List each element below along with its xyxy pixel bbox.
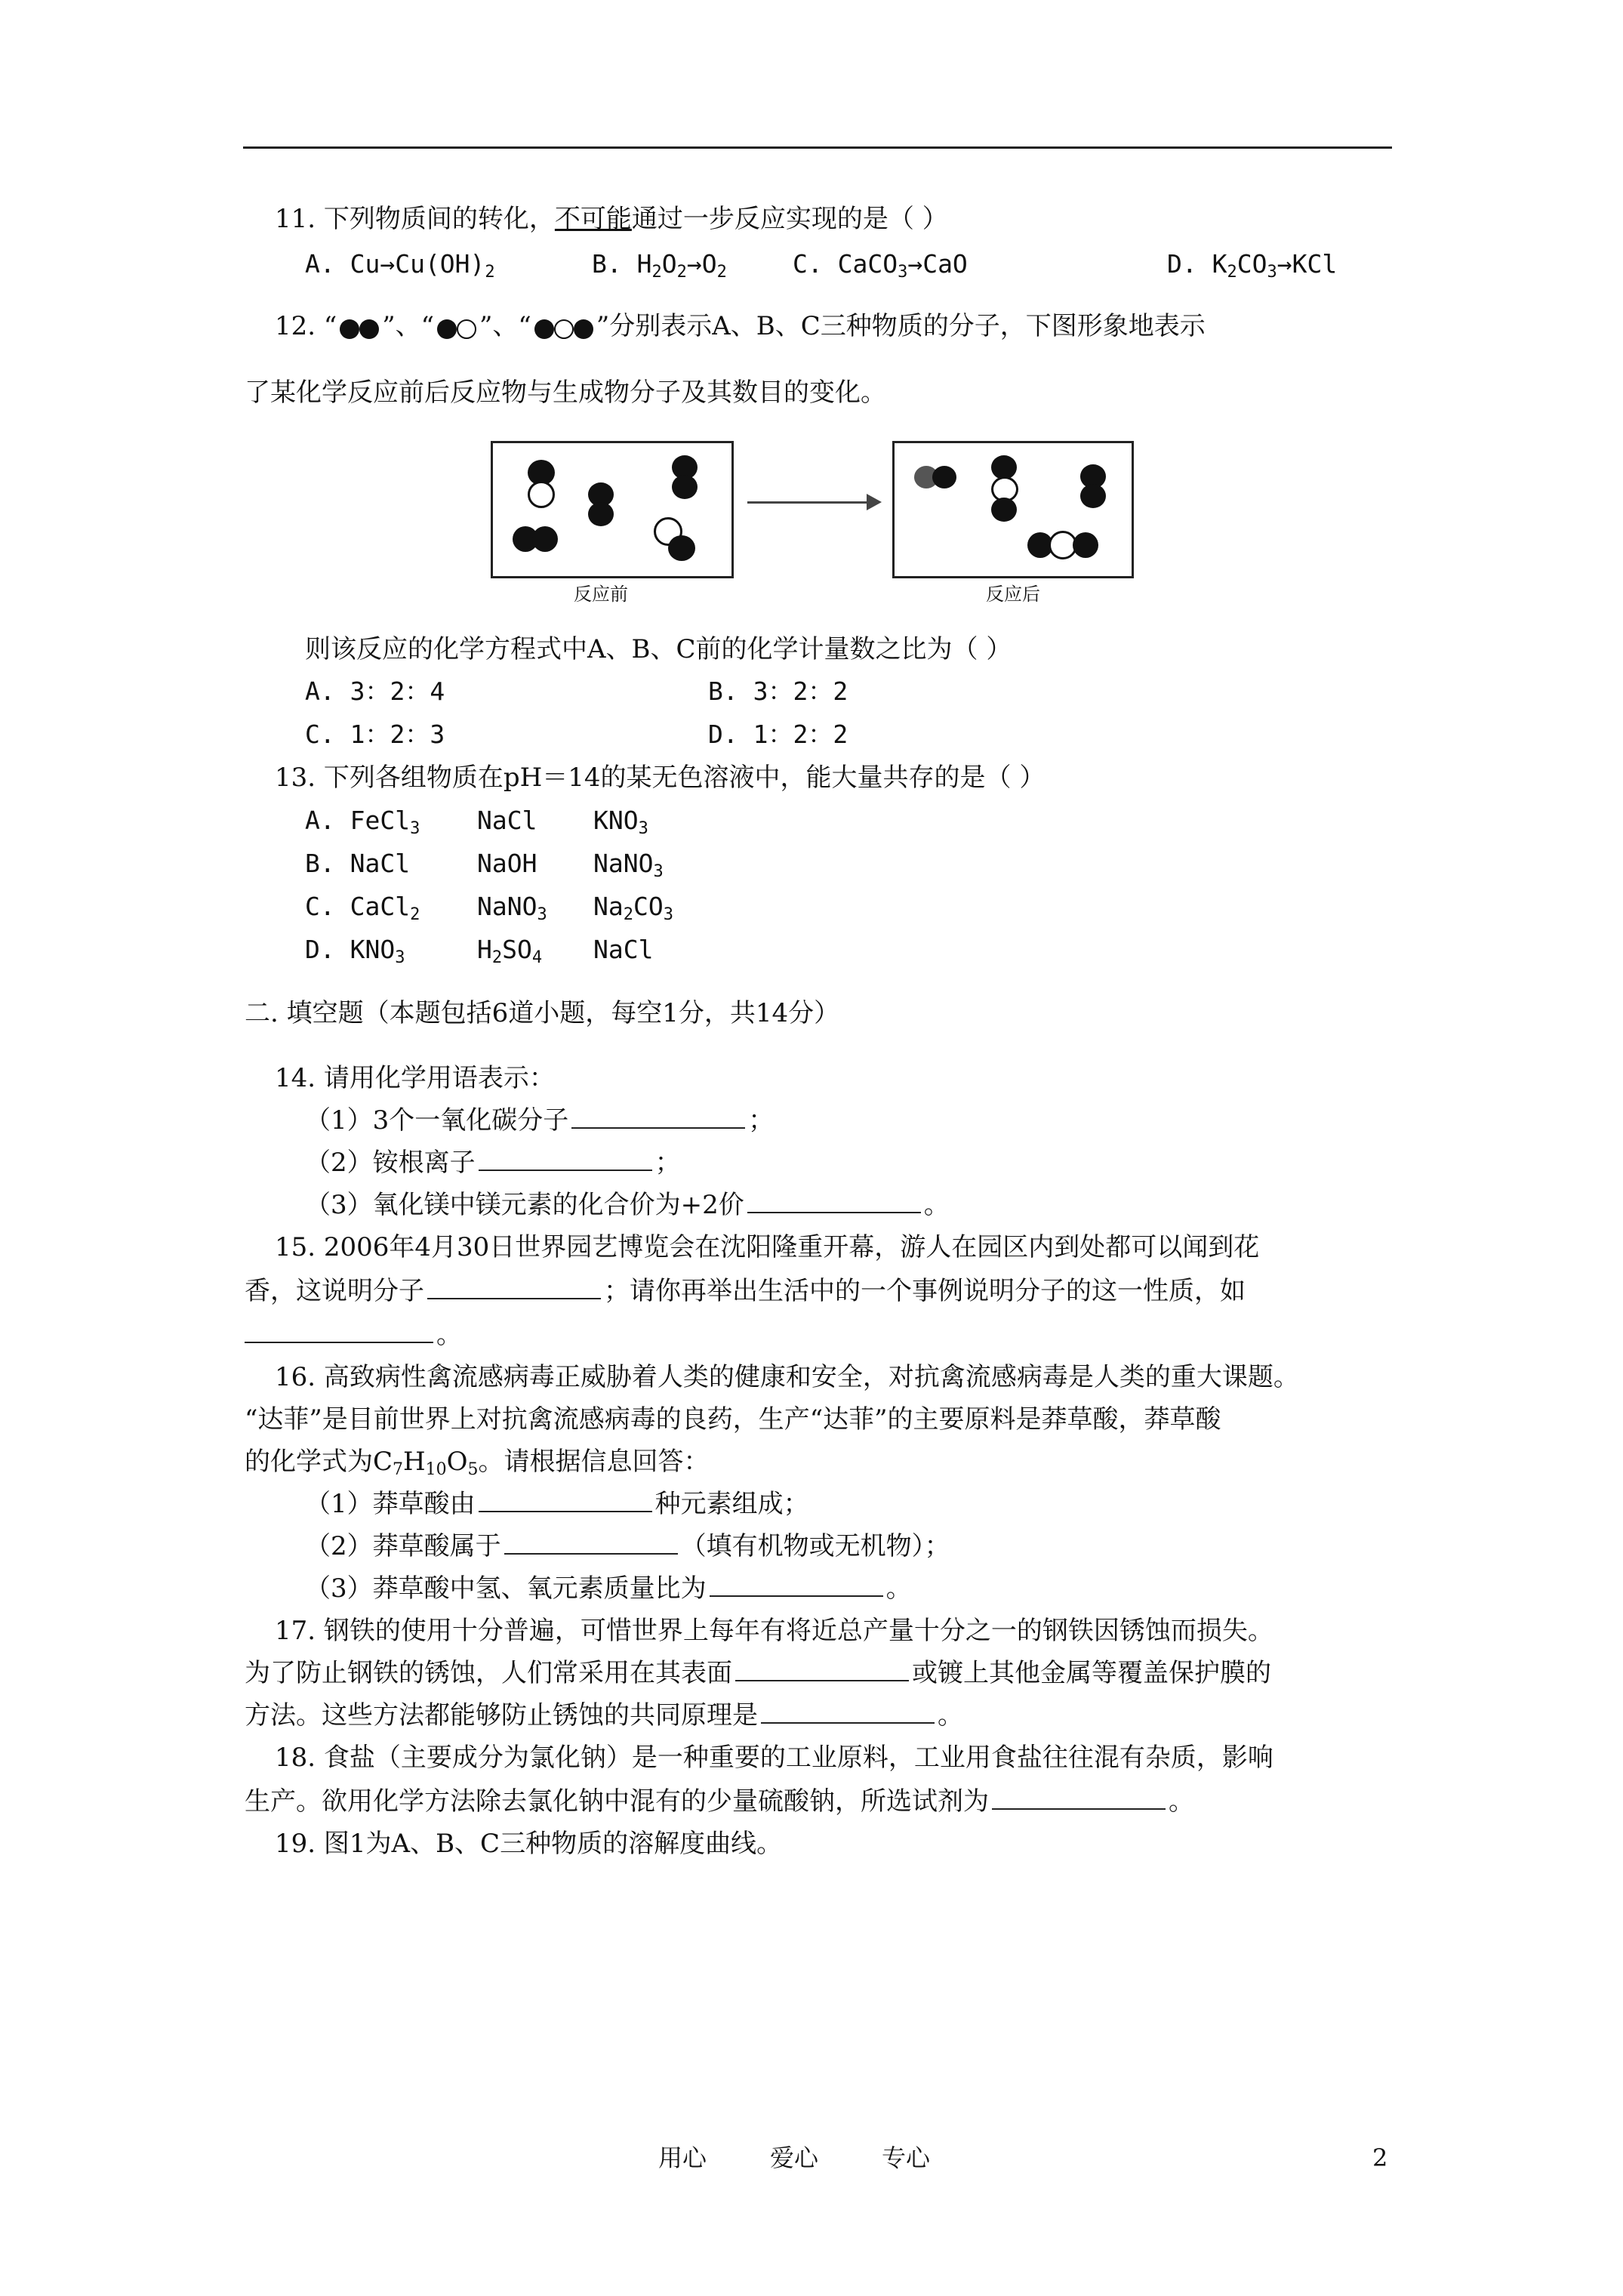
footer-text-3: 专心 (882, 2143, 931, 2172)
q15-line2: 香，这说明分子 ；请你再举出生活中的一个事例说明分子的这一性质，如 (245, 1276, 1246, 1306)
q13-option-d-col1: D. $KNO_3$ (305, 935, 405, 967)
q13-option-a-col3: $KNO_3$ (593, 806, 648, 838)
page-number: 2 (1372, 2143, 1388, 2172)
q17-line2: 为了防止钢铁的锈蚀，人们常采用在其表面 或镀上其他金属等覆盖保护膜的 (245, 1658, 1271, 1688)
reaction-arrow (747, 501, 876, 504)
answer-blank[interactable] (747, 1189, 921, 1213)
q12-option-c: C. 1：2：3 (305, 720, 445, 749)
q16-part1: （1）莽草酸由 种元素组成； (305, 1489, 809, 1519)
arrow-head-icon (867, 494, 882, 510)
q11-option-b: B. $H_2O_2\to O_2$ (592, 249, 727, 282)
answer-blank[interactable] (571, 1105, 745, 1129)
answer-blank[interactable] (761, 1700, 935, 1724)
q18-line2: 生产。欲用化学方法除去氯化钠中混有的少量硫酸钠，所选试剂为 。 (245, 1786, 1194, 1817)
answer-blank[interactable] (245, 1319, 433, 1343)
q15-line1: 15. 2006年4月30日世界园艺博览会在沈阳隆重开幕，游人在园区内到处都可以闻到花 (275, 1232, 1260, 1262)
answer-blank[interactable] (479, 1488, 652, 1512)
caption-after: 反应后 (986, 584, 1040, 605)
q12-stem: 12. “ ”、“ ”、“ ”分别表示A、B、C三种物质的分子，下图形象地表示 (275, 310, 1206, 344)
answer-blank[interactable] (735, 1657, 909, 1681)
q16-line1: 16. 高致病性禽流感病毒正威胁着人类的健康和安全，对抗禽流感病毒是人类的重大课题。 (275, 1362, 1299, 1392)
q18-line1: 18. 食盐（主要成分为氯化钠）是一种重要的工业原料，工业用食盐往往混有杂质，影响 (275, 1743, 1273, 1773)
q11-option-d: D. $K_2CO_3\to KCl$ (1167, 249, 1338, 282)
q17-line1: 17. 钢铁的使用十分普遍，可惜世界上每年有将近总产量十分之一的钢铁因锈蚀而损失。 (275, 1616, 1273, 1646)
q12-option-d: D. 1：2：2 (708, 720, 848, 749)
section2-heading: 二. 填空题（本题包括6道小题，每空1分，共14分） (245, 998, 840, 1028)
q13-option-d-col2: $H_2SO_4$ (477, 935, 543, 967)
molecule-b-icon (437, 311, 476, 344)
q16-line2: “达菲”是目前世界上对抗禽流感病毒的良药，生产“达菲”的主要原料是莽草酸，莽草酸 (245, 1404, 1221, 1435)
q16-part3: （3）莽草酸中氢、氧元素质量比为 。 (305, 1573, 912, 1604)
molecule-c-icon (534, 311, 593, 344)
q12-line2: 了某化学反应前后反应物与生成物分子及其数目的变化。 (245, 378, 886, 408)
q19-line1: 19. 图1为A、B、C三种物质的溶解度曲线。 (275, 1829, 783, 1859)
q13-option-c-col2: NaNO$_3$ (477, 892, 547, 924)
q12-option-b: B. 3：2：2 (708, 676, 848, 706)
q13-option-b-col3: NaNO$_3$ (593, 849, 664, 881)
q11-option-c: C. CaCO$_3$→CaO (793, 249, 968, 282)
q13-option-b-col2: NaOH (477, 849, 537, 878)
q12-question: 则该反应的化学方程式中A、B、C前的化学计量数之比为（ ） (305, 634, 1012, 664)
footer-text-1: 用心 (658, 2143, 707, 2172)
q16-part2: （2）莽草酸属于 （填有机物或无机物）； (305, 1531, 950, 1561)
answer-blank[interactable] (427, 1275, 601, 1299)
header-rule (243, 146, 1392, 149)
before-reaction-box (491, 441, 734, 578)
q12-option-a: A. 3：2：4 (305, 676, 445, 706)
after-reaction-box (892, 441, 1134, 578)
q16-line3: 的化学式为$C_7H_{10}O_5$。请根据信息回答： (245, 1447, 710, 1479)
q13-option-a-col2: NaCl (477, 806, 537, 835)
answer-blank[interactable] (710, 1573, 883, 1597)
caption-before: 反应前 (574, 584, 628, 605)
answer-blank[interactable] (992, 1786, 1166, 1810)
q14-stem: 14. 请用化学用语表示： (275, 1063, 555, 1093)
q11-stem: 11. 下列物质间的转化，不可能通过一步反应实现的是（ ） (275, 204, 948, 234)
q13-option-a-col1: A. FeCl$_3$ (305, 806, 420, 838)
answer-blank[interactable] (479, 1147, 652, 1171)
q15-line3: 。 (245, 1318, 462, 1351)
q13-stem: 13. 下列各组物质在pH＝14的某无色溶液中，能大量共存的是（ ） (275, 763, 1046, 793)
footer-text-2: 爱心 (770, 2143, 819, 2172)
q14-part3: （3）氧化镁中镁元素的化合价为+2价 。 (305, 1190, 950, 1220)
q13-option-b-col1: B. NaCl (305, 849, 411, 878)
q13-option-c-col3: $Na_2CO_3$ (593, 892, 673, 924)
q11-option-a: A. $Cu\to Cu(OH)_2$ (305, 249, 495, 282)
answer-blank[interactable] (504, 1530, 678, 1555)
molecule-a-icon (340, 311, 379, 344)
q13-option-c-col1: C. CaCl$_2$ (305, 892, 420, 924)
q17-line3: 方法。这些方法都能够防止锈蚀的共同原理是 。 (245, 1700, 963, 1730)
q14-part1: （1）3个一氧化碳分子 ； (305, 1105, 775, 1136)
q14-part2: （2）铵根离子 ； (305, 1148, 681, 1178)
q13-option-d-col3: NaCl (593, 935, 654, 964)
